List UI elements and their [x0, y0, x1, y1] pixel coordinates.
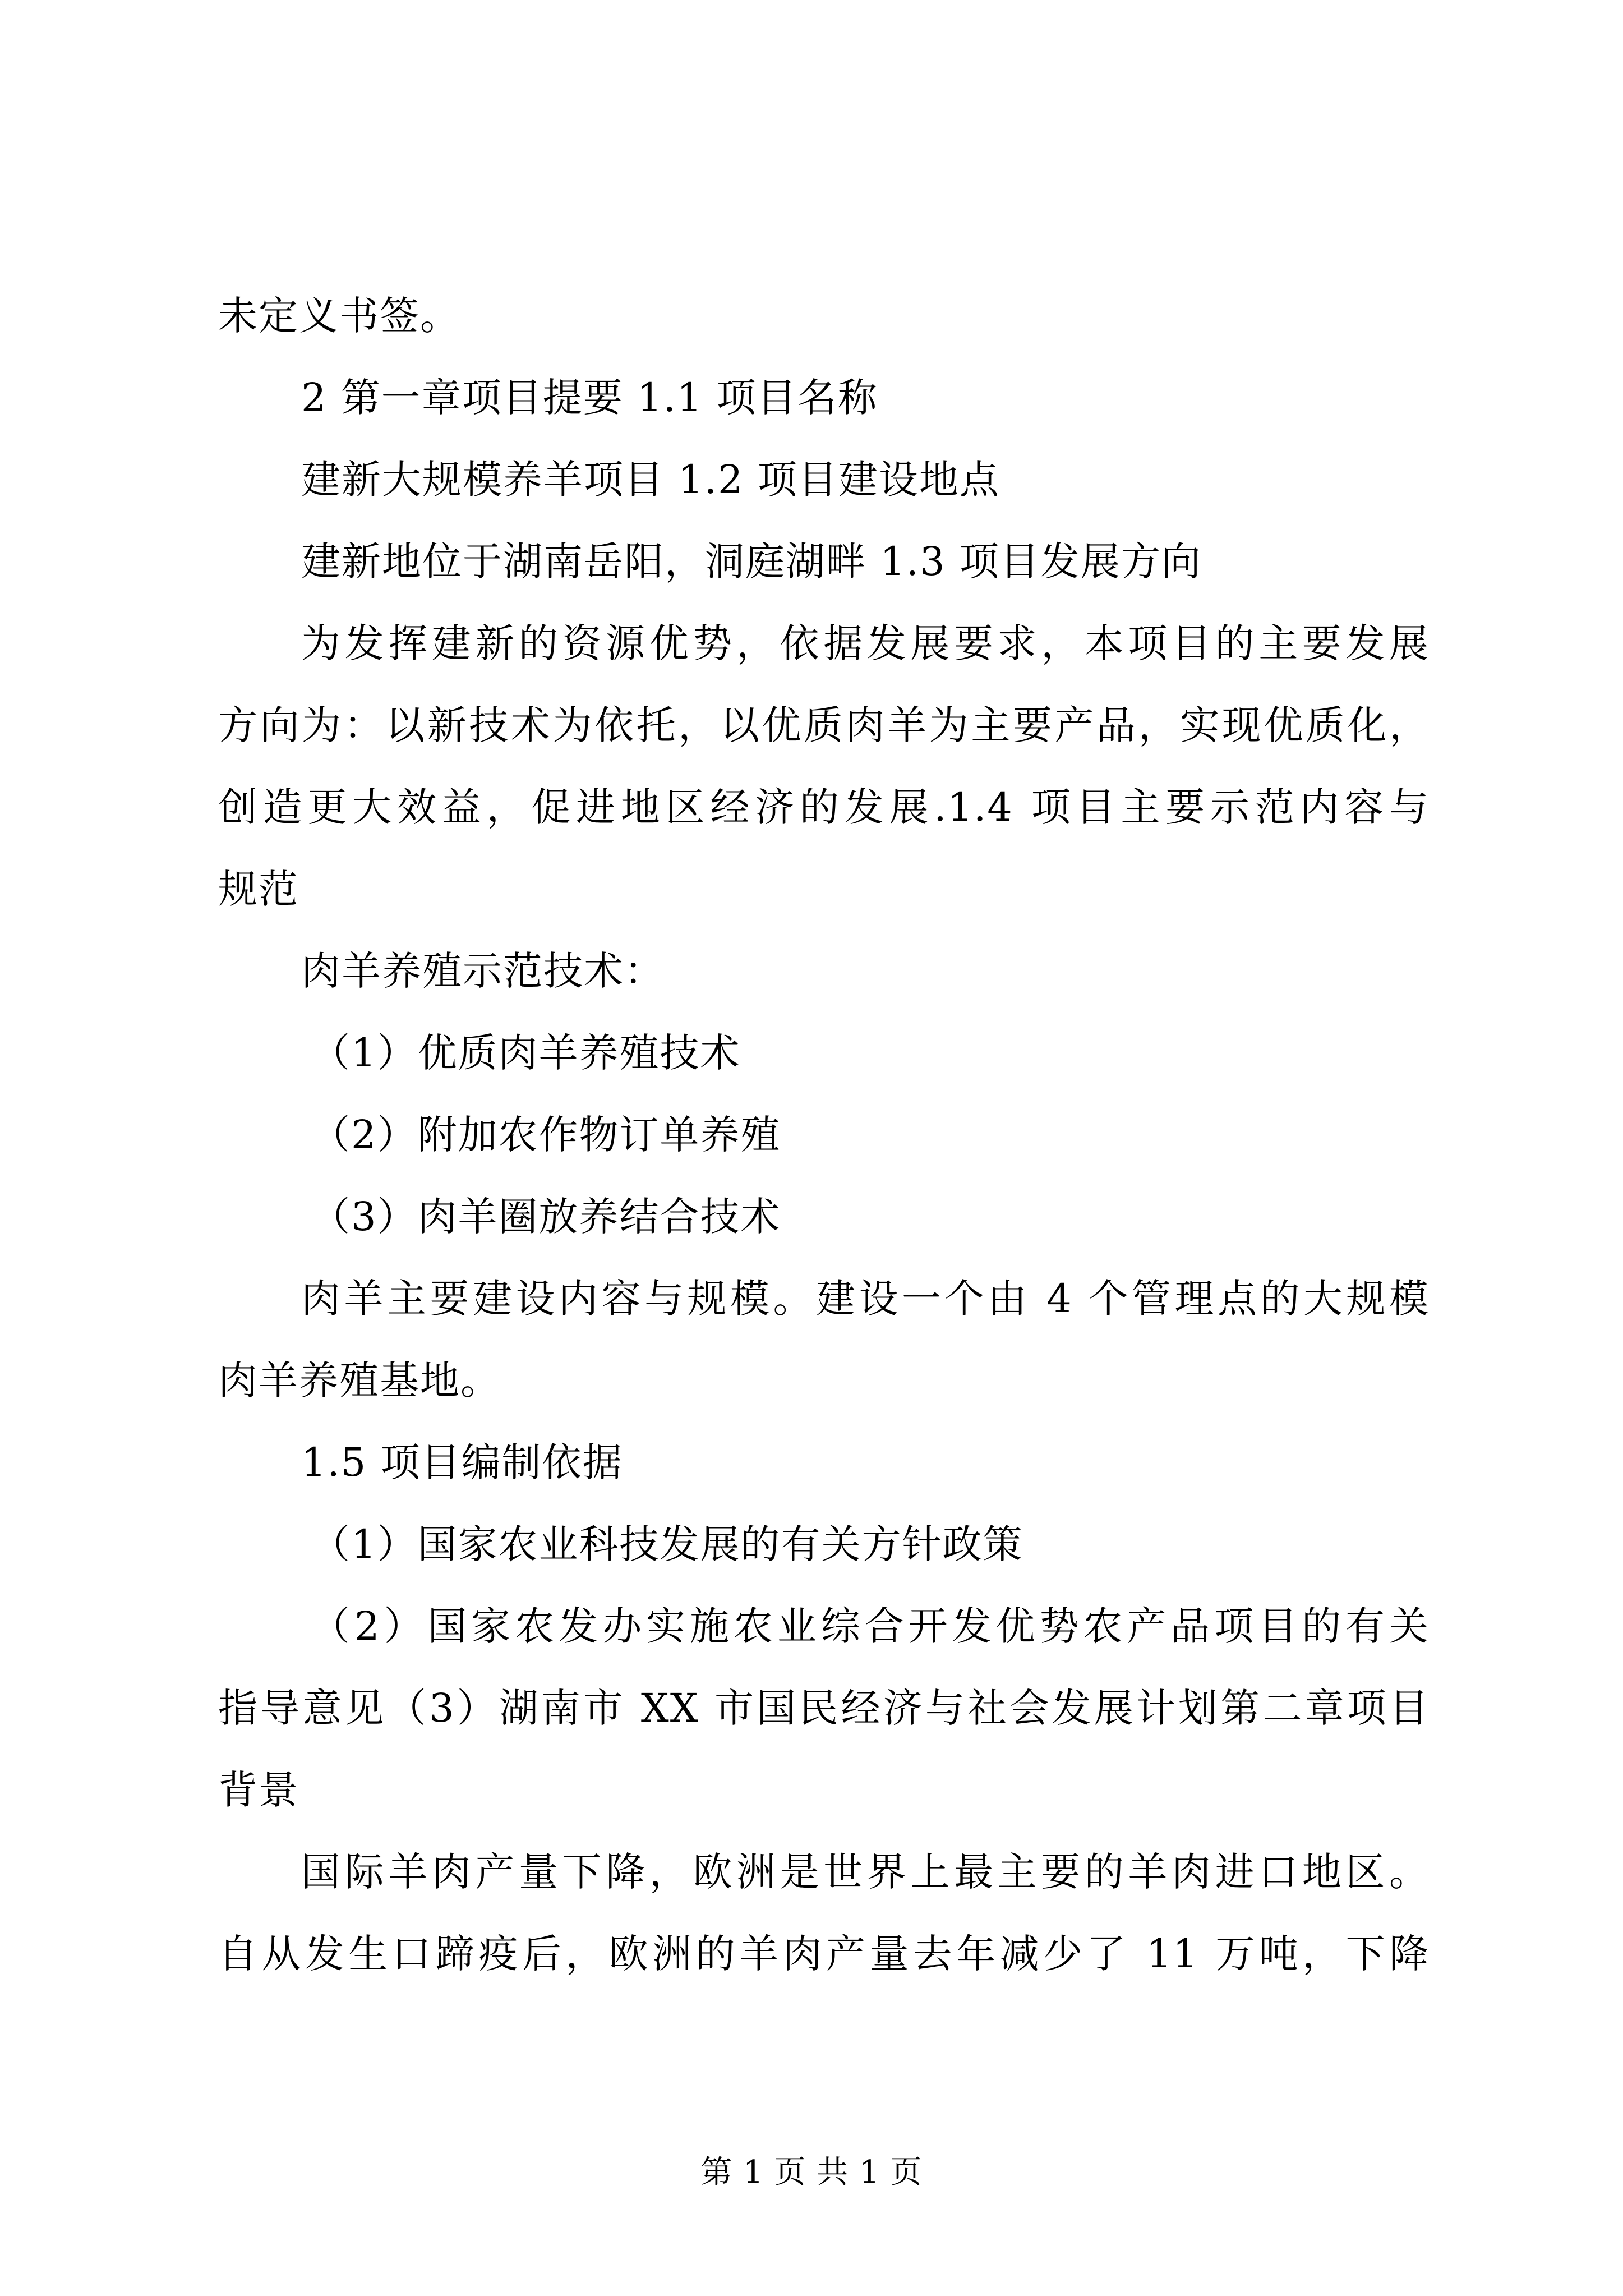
text-line: 背景: [218, 1767, 299, 1813]
text-line: 为发挥建新的资源优势，依据发展要求，本项目的主要发展: [301, 620, 1430, 666]
text-line: 建新地位于湖南岳阳，洞庭湖畔 1.3 项目发展方向: [301, 539, 1202, 585]
page-footer: [0, 2147, 1623, 2192]
list-item: （1）国家农业科技发展的有关方针政策: [311, 1521, 1023, 1567]
text-line: 创造更大效益，促进地区经济的发展.1.4 项目主要示范内容与: [218, 784, 1430, 830]
text-line: 肉羊主要建设内容与规模。建设一个由 4 个管理点的大规模: [301, 1276, 1430, 1322]
list-item: （1）优质肉羊养殖技术: [311, 1030, 741, 1076]
page-number: 第 1 页 共 1 页: [700, 2154, 923, 2191]
list-item: （2）国家农发办实施农业综合开发优势农产品项目的有关: [311, 1603, 1430, 1649]
text-line: 自从发生口蹄疫后，欧洲的羊肉产量去年减少了 11 万吨，下降: [218, 1931, 1430, 1977]
text-line: 国际羊肉产量下降，欧洲是世界上最主要的羊肉进口地区。: [301, 1849, 1430, 1895]
list-item: （2）附加农作物订单养殖: [311, 1112, 781, 1158]
text-line: 肉羊养殖示范技术：: [301, 948, 665, 994]
list-item: （3）肉羊圈放养结合技术: [311, 1194, 781, 1240]
text-line: 规范: [218, 866, 299, 912]
text-line: 指导意见（3）湖南市 XX 市国民经济与社会发展计划第二章项目: [218, 1685, 1430, 1731]
text-line: 未定义书签。: [218, 293, 460, 339]
text-line: 方向为：以新技术为依托，以优质肉羊为主要产品，实现优质化，: [218, 702, 1430, 748]
text-line: 建新大规模养羊项目 1.2 项目建设地点: [301, 457, 1000, 503]
heading-chapter-1: 2 第一章项目提要 1.1 项目名称: [301, 375, 878, 421]
section-heading: 1.5 项目编制依据: [301, 1439, 623, 1485]
text-line: 肉羊养殖基地。: [218, 1358, 501, 1404]
document-body: [218, 275, 1430, 1995]
